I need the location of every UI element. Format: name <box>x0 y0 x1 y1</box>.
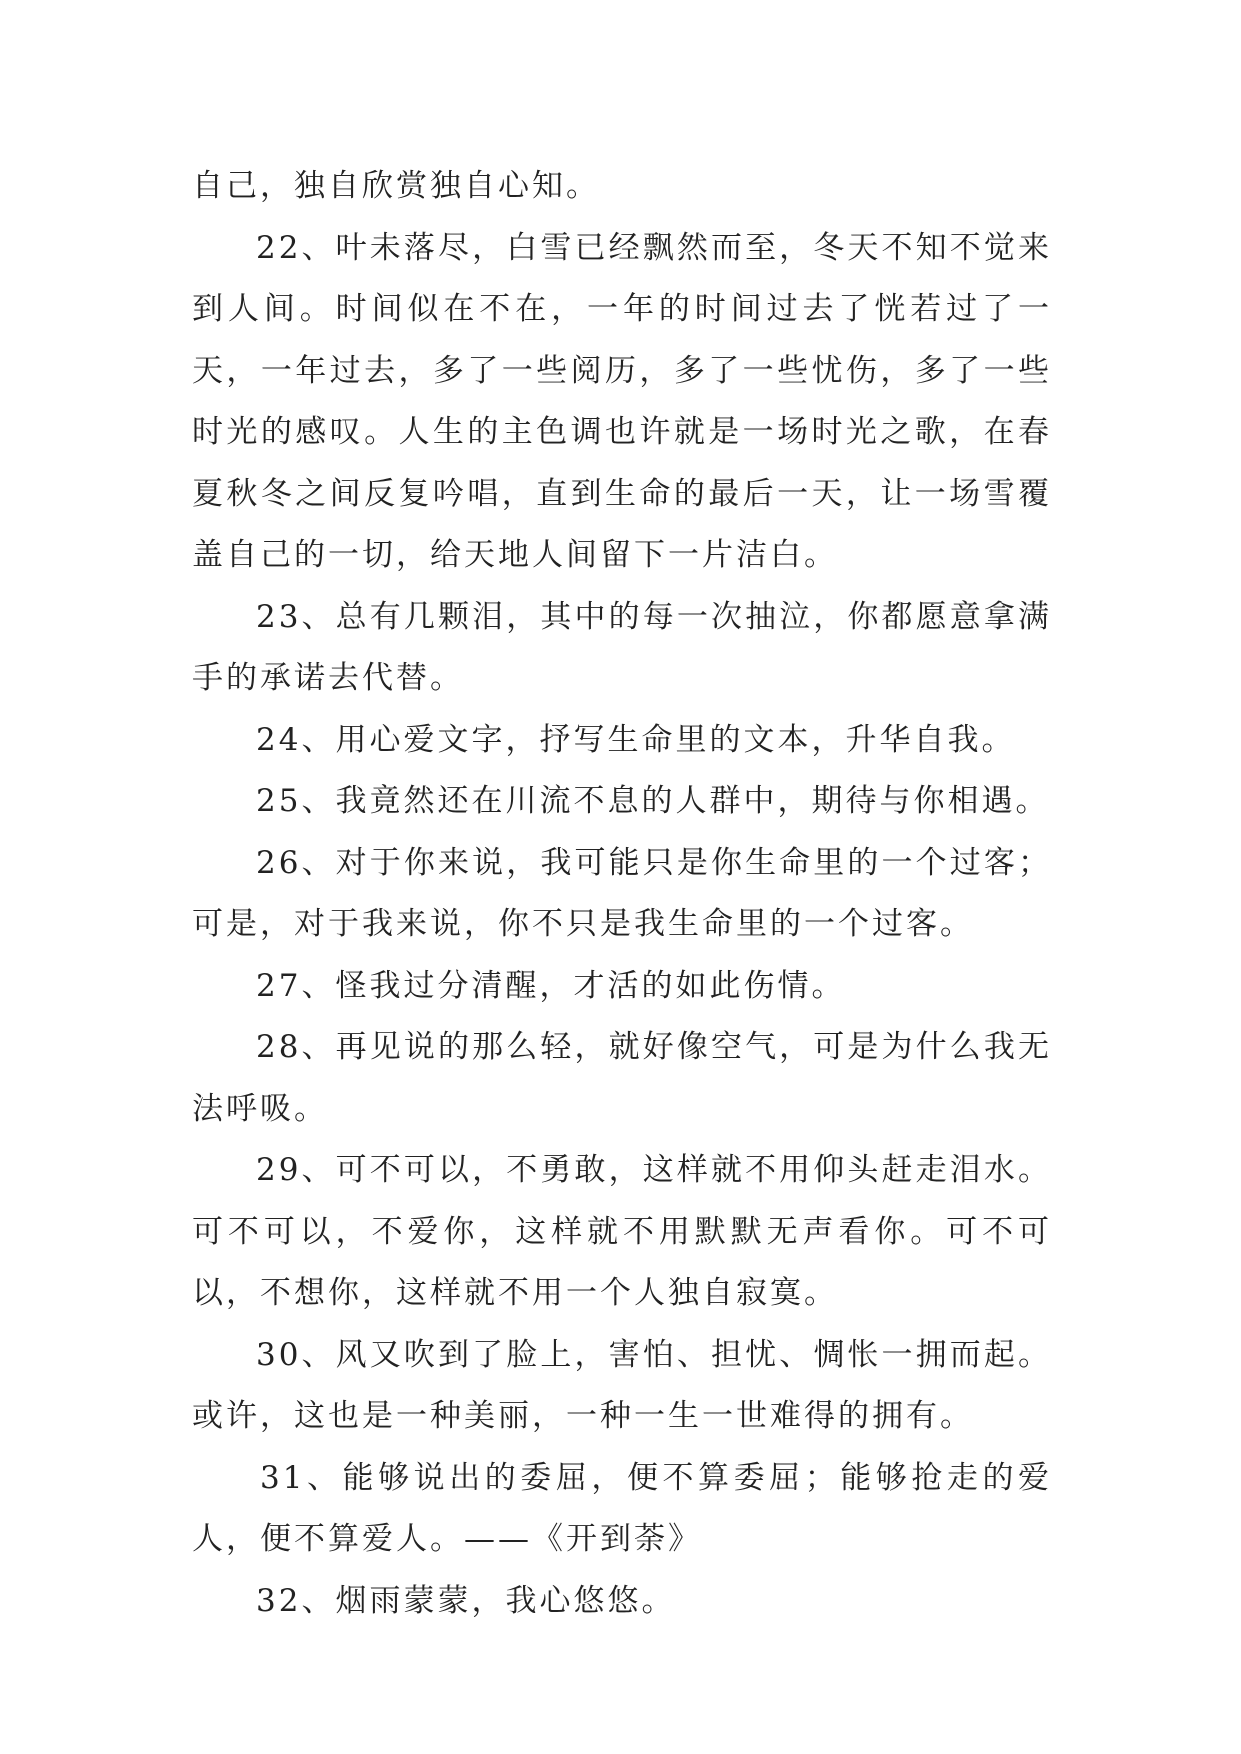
paragraph-25: 25、我竟然还在川流不息的人群中，期待与你相遇。 <box>256 783 1050 819</box>
paragraph-24: 24、用心爱文字，抒写生命里的文本，升华自我。 <box>256 721 1016 758</box>
document-body <box>192 156 1052 1632</box>
paragraph-21-continuation: 自己，独自欣赏独自心知。 <box>192 168 600 204</box>
paragraph-27: 27、怪我过分清醒，才活的如此伤情。 <box>256 967 846 1004</box>
paragraph-31: 31、能够说出的委屈，便不算委屈；能够抢走的爱人，便不算爱人。——《开到荼》 <box>192 1459 1052 1557</box>
paragraph-32: 32、烟雨蒙蒙，我心悠悠。 <box>256 1582 676 1619</box>
paragraph-26: 26、对于你来说，我可能只是你生命里的一个过客；可是，对于我来说，你不只是我生命里的一个过客。 <box>192 844 1052 942</box>
paragraph-28: 28、再见说的那么轻，就好像空气，可是为什么我无法呼吸。 <box>192 1029 1052 1127</box>
paragraph-23: 23、总有几颗泪，其中的每一次抽泣，你都愿意拿满手的承诺去代替。 <box>192 598 1052 696</box>
paragraph-30: 30、风又吹到了脸上，害怕、担忧、惆怅一拥而起。或许，这也是一种美丽，一种一生一世难得的拥有。 <box>192 1336 1052 1434</box>
paragraph-22: 22、叶未落尽，白雪已经飘然而至，冬天不知不觉来到人间。时间似在不在，一年的时间过去了恍若过了一天，一年过去，多了一些阅历，多了一些忧伤，多了一些时光的感叹。人生的主色调也许就是一场时光之歌，在春夏秋冬之间反复吟唱，直到生命的最后一天，让一场雪覆盖自己的一切，给天地人间留下一片洁白。 <box>192 229 1052 573</box>
paragraph-29: 29、可不可以，不勇敢，这样就不用仰头赶走泪水。可不可以，不爱你，这样就不用默默无声看你。可不可以，不想你，这样就不用一个人独自寂寞。 <box>192 1152 1052 1311</box>
